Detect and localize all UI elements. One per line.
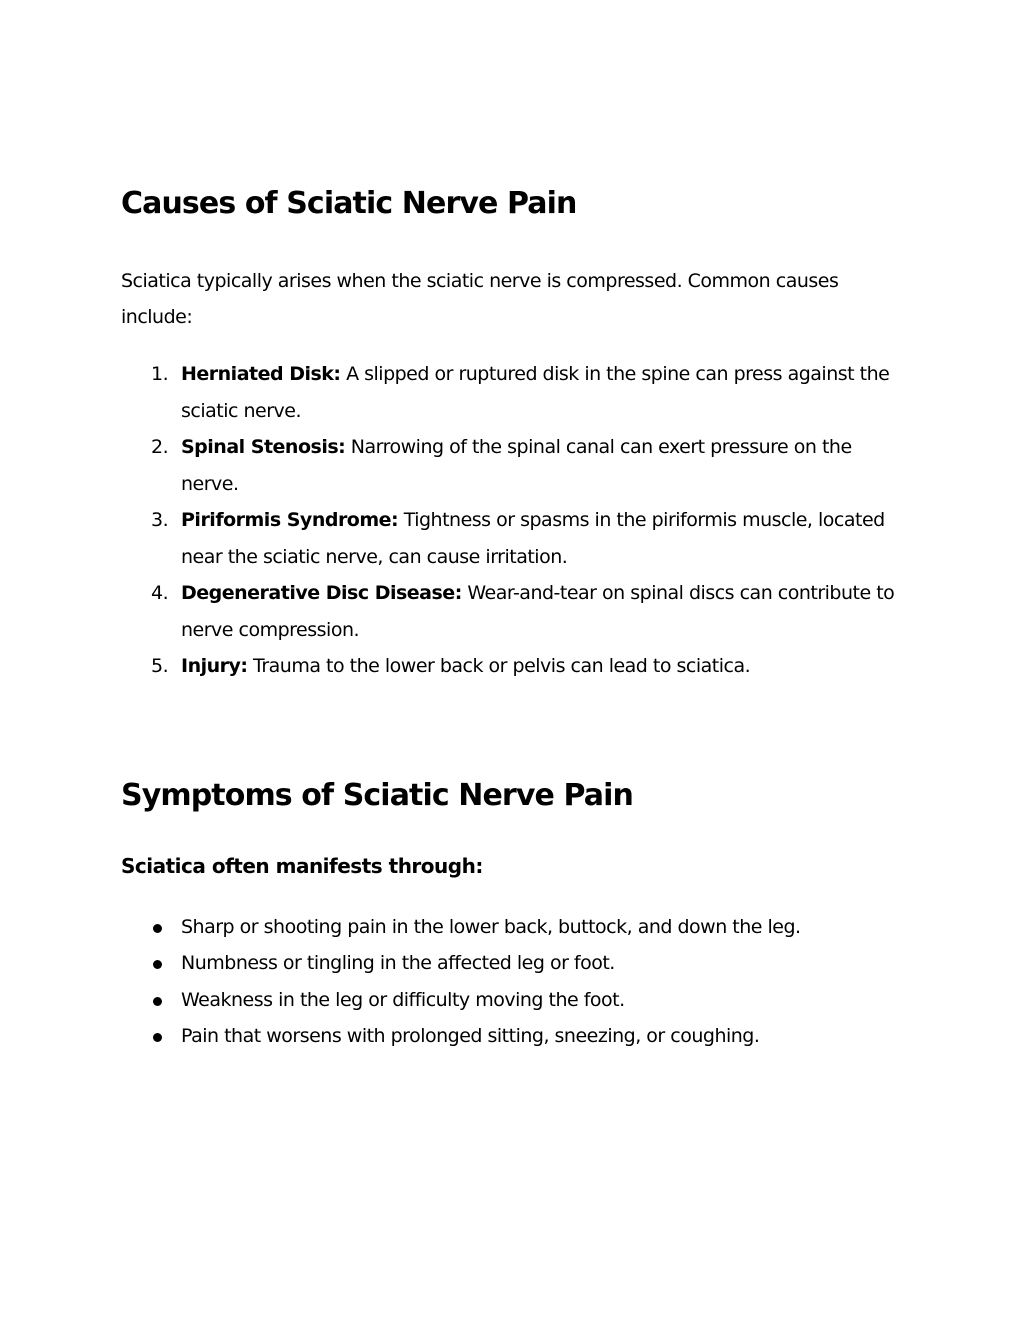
list-item [121,356,911,429]
bullet-icon [153,997,162,1006]
list-number: 1. [151,363,169,385]
cause-description: Narrowing of the spinal canal can exert pressure on the nerve. [181,436,852,495]
bullet-icon [153,1033,162,1042]
causes-list [121,356,911,685]
cause-description: Wear-and-tear on spinal discs can contribute to nerve compression. [181,582,895,641]
cause-term: Spinal Stenosis: [181,436,346,458]
symptom-text: Weakness in the leg or difficulty moving the foot. [181,988,625,1011]
document-content [121,183,911,1055]
bullet-icon [153,924,162,933]
symptoms-subheading: Sciatica often manifests through: [121,853,483,878]
symptoms-list [121,909,911,1055]
cause-term: Degenerative Disc Disease: [181,582,462,604]
cause-term: Piriformis Syndrome: [181,509,399,531]
bullet-icon [153,960,162,969]
symptom-text: Numbness or tingling in the affected leg or foot. [181,952,615,974]
list-item [121,945,911,982]
symptom-text: Pain that worsens with prolonged sitting, sneezing, or coughing. [181,1025,760,1047]
causes-heading: Causes of Sciatic Nerve Pain [121,186,577,221]
cause-description: Trauma to the lower back or pelvis can lead to sciatica. [247,655,751,677]
symptom-text: Sharp or shooting pain in the lower back, buttock, and down the leg. [181,915,801,938]
cause-term: Herniated Disk: [181,363,341,385]
list-item [121,429,911,502]
causes-intro: Sciatica typically arises when the sciatic nerve is compressed. Common causes include: [121,270,839,328]
list-number: 5. [151,655,169,677]
list-item [121,982,911,1019]
list-item [121,1018,911,1055]
cause-description: Tightness or spasms in the piriformis muscle, located near the sciatic nerve, can cause irritation. [181,509,885,568]
list-item [121,909,911,946]
cause-description: A slipped or ruptured disk in the spine can press against the sciatic nerve. [181,363,890,422]
symptoms-heading: Symptoms of Sciatic Nerve Pain [121,777,633,813]
list-item [121,502,911,575]
list-number: 4. [151,582,169,604]
list-item [121,648,911,685]
list-number: 3. [151,509,169,531]
list-item [121,575,911,648]
cause-term: Injury: [181,655,248,677]
list-number: 2. [151,436,169,458]
